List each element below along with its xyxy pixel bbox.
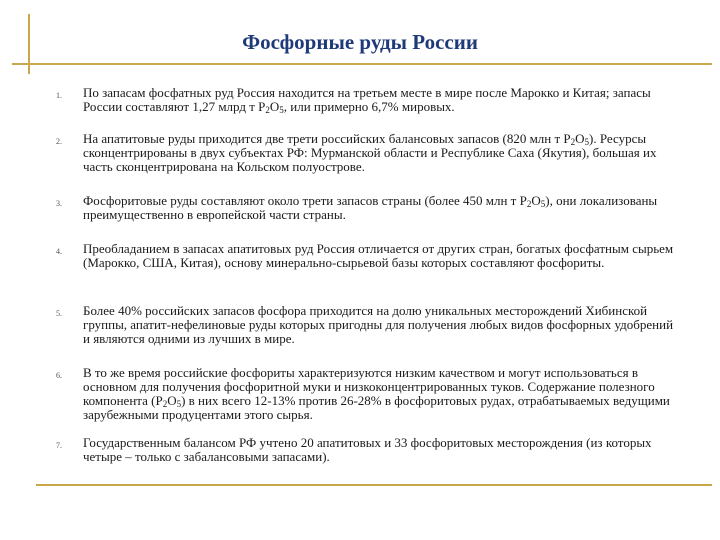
list-item-number: 5. [56, 309, 62, 318]
list-item-text: По запасам фосфатных руд Россия находится на третьем месте в мире после Марокко и Китая; запасы России составляют 1,27 млрд т $P_2O_5$, или примерно 6,7% мировых. [83, 85, 651, 115]
list-item-number: 3. [56, 199, 62, 208]
list-item-text: Государственным балансом РФ учтено 20 апатитовых и 33 фосфоритовых месторождения (из которых четыре – только с забалансовыми запасами). [83, 435, 652, 464]
page-title: Фосфорные руды России [242, 30, 478, 54]
list-item-number: 2. [56, 137, 62, 146]
list-item-number: 1. [56, 91, 62, 100]
title-divider-line [12, 63, 712, 65]
list-item-text: Фосфоритовые руды составляют около трети запасов страны (более 450 млн т $P_2O_5$), они локализованы преимущественно в европейской части страны. [83, 193, 658, 222]
list-item-number: 6. [56, 371, 62, 380]
list-item-number: 7. [56, 441, 62, 450]
list-item-text: Более 40% российских запасов фосфора приходится на долю уникальных месторождений Хибинской группы, апатит-нефелиновые руды которых пригодны для получения любых видов фосфорных удобрений и являются одними из лучших в мире. [83, 303, 674, 346]
list-item-text: Преобладанием в запасах апатитовых руд Россия отличается от других стран, богатых фосфатным сырьем (Марокко, США, Китая), основу минерально-сырьевой базы которых составляют фосфориты. [83, 241, 674, 270]
list-item-number: 4. [56, 247, 62, 256]
list-item-text: В то же время российские фосфориты характеризуются низким качеством и могут использоваться в основном для получения фосфоритной муки и низкоконцентрированных туков. Содержание полезного компонента $(P_2O_5)$ в них всего 12-13% против 26-28% в фосфоритовых рудах, отрабатываемых ведущими зарубежными продуцентами этого сырья. [83, 365, 670, 422]
list-item-text: На апатитовые руды приходится две трети российских балансовых запасов (820 млн т $P_2O_5$). Ресурсы сконцентрированы в двух субъектах РФ: Мурманской области и Республике Саха (Якутия), большая их часть сконцентрирована на Кольском полуострове. [83, 131, 657, 174]
bottom-divider-line [36, 484, 712, 486]
